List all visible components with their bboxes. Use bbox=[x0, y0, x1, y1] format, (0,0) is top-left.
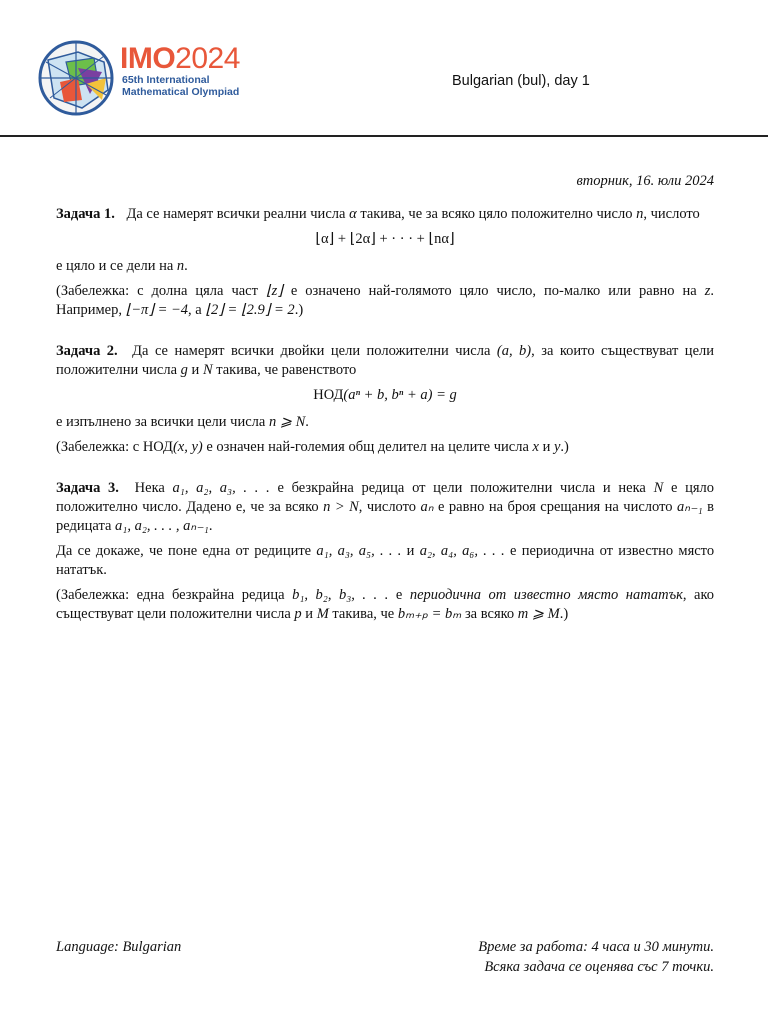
math: aₙ₋₁ bbox=[676, 499, 703, 515]
problem-2-note bbox=[56, 438, 714, 457]
logo-subtitle-line-2: Mathematical Olympiad bbox=[122, 86, 240, 98]
math: a₁, a₂, . . . , aₙ₋₁ bbox=[115, 518, 209, 534]
language-day-label: Bulgarian (bul), day 1 bbox=[452, 73, 590, 89]
problem-3-title: Задача 3. bbox=[56, 480, 119, 496]
problem-1-statement bbox=[56, 205, 714, 224]
text: .) bbox=[559, 606, 569, 622]
problem-1-note bbox=[56, 282, 714, 320]
text: Нека bbox=[134, 480, 165, 496]
footer-points: Всяка задача се оценява със 7 точки. bbox=[484, 959, 714, 975]
text: НОД bbox=[142, 439, 173, 455]
problem-1-condition: е цяло и се дели на n. bbox=[56, 258, 188, 274]
problem-2-formula bbox=[56, 386, 714, 405]
logo-title-imo: IMO bbox=[120, 42, 176, 75]
problem-1 bbox=[56, 205, 714, 320]
text: е означен най-големия общ делител на целите числа bbox=[206, 439, 529, 455]
text: .) bbox=[294, 302, 304, 318]
text: е периодична от известно място нататък. bbox=[56, 543, 715, 578]
gcd-expression: (aⁿ + b, bⁿ + a) = g bbox=[343, 387, 457, 403]
math: n > N bbox=[323, 499, 359, 515]
problem-2-condition bbox=[56, 413, 714, 432]
problem-2-title: Задача 2. bbox=[56, 343, 118, 359]
text: Да се докаже, че поне една от редиците bbox=[56, 543, 312, 559]
imo-logo bbox=[38, 38, 248, 118]
text: и bbox=[406, 543, 415, 559]
footer-rules bbox=[478, 937, 714, 977]
text: е означено най-голямото цяло число, по-малко или равно на bbox=[290, 283, 697, 299]
text: е безкрайна редица от цели положителни числа и нека bbox=[277, 480, 646, 496]
text: (Забележка: с bbox=[56, 439, 140, 455]
math: ⌊z⌋ bbox=[265, 283, 283, 299]
problem-2 bbox=[56, 342, 714, 457]
problem-3 bbox=[56, 479, 714, 624]
math: ⌊−π⌋ = −4 bbox=[125, 302, 189, 318]
math: (a, b) bbox=[496, 343, 532, 359]
math: p bbox=[294, 606, 302, 622]
text: за всяко bbox=[464, 606, 515, 622]
math: N bbox=[202, 362, 213, 378]
math: y bbox=[553, 439, 561, 455]
imo-globe-icon bbox=[38, 38, 116, 118]
text: , ако съществуват цели положителни числа bbox=[56, 587, 715, 622]
page-header bbox=[0, 0, 768, 137]
text: такива, че за всяко цяло положително число bbox=[360, 206, 633, 222]
exam-date: вторник, 16. юли 2024 bbox=[576, 173, 714, 189]
math: x bbox=[532, 439, 539, 455]
text: такива, че bbox=[332, 606, 395, 622]
math: ⌊2⌋ = ⌊2.9⌋ = 2 bbox=[205, 302, 295, 318]
text: е bbox=[395, 587, 403, 603]
math: a₂, a₄, a₆, . . . bbox=[419, 543, 505, 559]
text: , а bbox=[188, 302, 202, 318]
problem-1-formula: ⌊α⌋ + ⌊2α⌋ + · · · + ⌊nα⌋ bbox=[315, 231, 455, 247]
gcd-label: НОД bbox=[313, 387, 344, 403]
math: g bbox=[180, 362, 188, 378]
text: (Забележка: една безкрайна редица bbox=[56, 587, 285, 603]
text: е цяло и се дели на bbox=[56, 258, 174, 274]
problem-1-title: Задача 1. bbox=[56, 206, 115, 222]
logo-subtitle-line-1: 65th International bbox=[122, 74, 210, 86]
math: N bbox=[653, 480, 664, 496]
problems-content bbox=[56, 172, 714, 646]
text: е цяло положително число. Дадено е, че за всяко bbox=[56, 480, 715, 515]
text: . Например, bbox=[56, 283, 714, 318]
math: m ⩾ M bbox=[517, 606, 560, 622]
problem-3-statement bbox=[56, 479, 714, 536]
text: Да се намерят всички реални числа bbox=[126, 206, 346, 222]
text: . bbox=[305, 414, 309, 430]
logo-title bbox=[120, 42, 240, 76]
math: a₁, a₃, a₅, . . . bbox=[316, 543, 402, 559]
text: такива, че равенството bbox=[216, 362, 357, 378]
math: z bbox=[704, 283, 711, 299]
math: M bbox=[316, 606, 329, 622]
text: е равно на броя срещания на числото bbox=[437, 499, 673, 515]
text: Да се намерят всички двойки цели положителни числа bbox=[132, 343, 491, 359]
logo-subtitle bbox=[122, 74, 239, 98]
text: , за които съществуват цели положителни числа bbox=[56, 343, 715, 378]
text: , числото bbox=[358, 499, 417, 515]
text: .) bbox=[560, 439, 569, 455]
text: и bbox=[305, 606, 314, 622]
page-footer bbox=[56, 937, 714, 975]
math: n ⩾ N bbox=[268, 414, 306, 430]
text: в редицата bbox=[56, 499, 715, 534]
italic-text: периодична от известно място нататък bbox=[409, 587, 683, 603]
text: и bbox=[542, 439, 551, 455]
text: е изпълнено за всички цели числа bbox=[56, 414, 266, 430]
math: α bbox=[349, 206, 357, 222]
text: и bbox=[191, 362, 200, 378]
math: a₁, a₂, a₃, . . . bbox=[172, 480, 270, 496]
header-rule bbox=[0, 135, 768, 137]
math: (x, y) bbox=[172, 439, 203, 455]
footer-time: Време за работа: 4 часа и 30 минути. bbox=[478, 939, 714, 955]
math: n bbox=[636, 206, 644, 222]
problem-2-statement bbox=[56, 342, 714, 380]
problem-3-task bbox=[56, 542, 714, 580]
math: b₁, b₂, b₃, . . . bbox=[292, 587, 389, 603]
logo-title-year: 2024 bbox=[175, 42, 240, 75]
text: , числото bbox=[643, 206, 700, 222]
math: n bbox=[176, 258, 185, 274]
text: . bbox=[208, 518, 213, 534]
footer-language: Language: Bulgarian bbox=[56, 939, 182, 955]
math: bₘ₊ₚ = bₘ bbox=[397, 606, 462, 622]
math: aₙ bbox=[420, 499, 434, 515]
problem-3-note bbox=[56, 586, 714, 624]
text: (Забележка: с долна цяла част bbox=[56, 283, 258, 299]
